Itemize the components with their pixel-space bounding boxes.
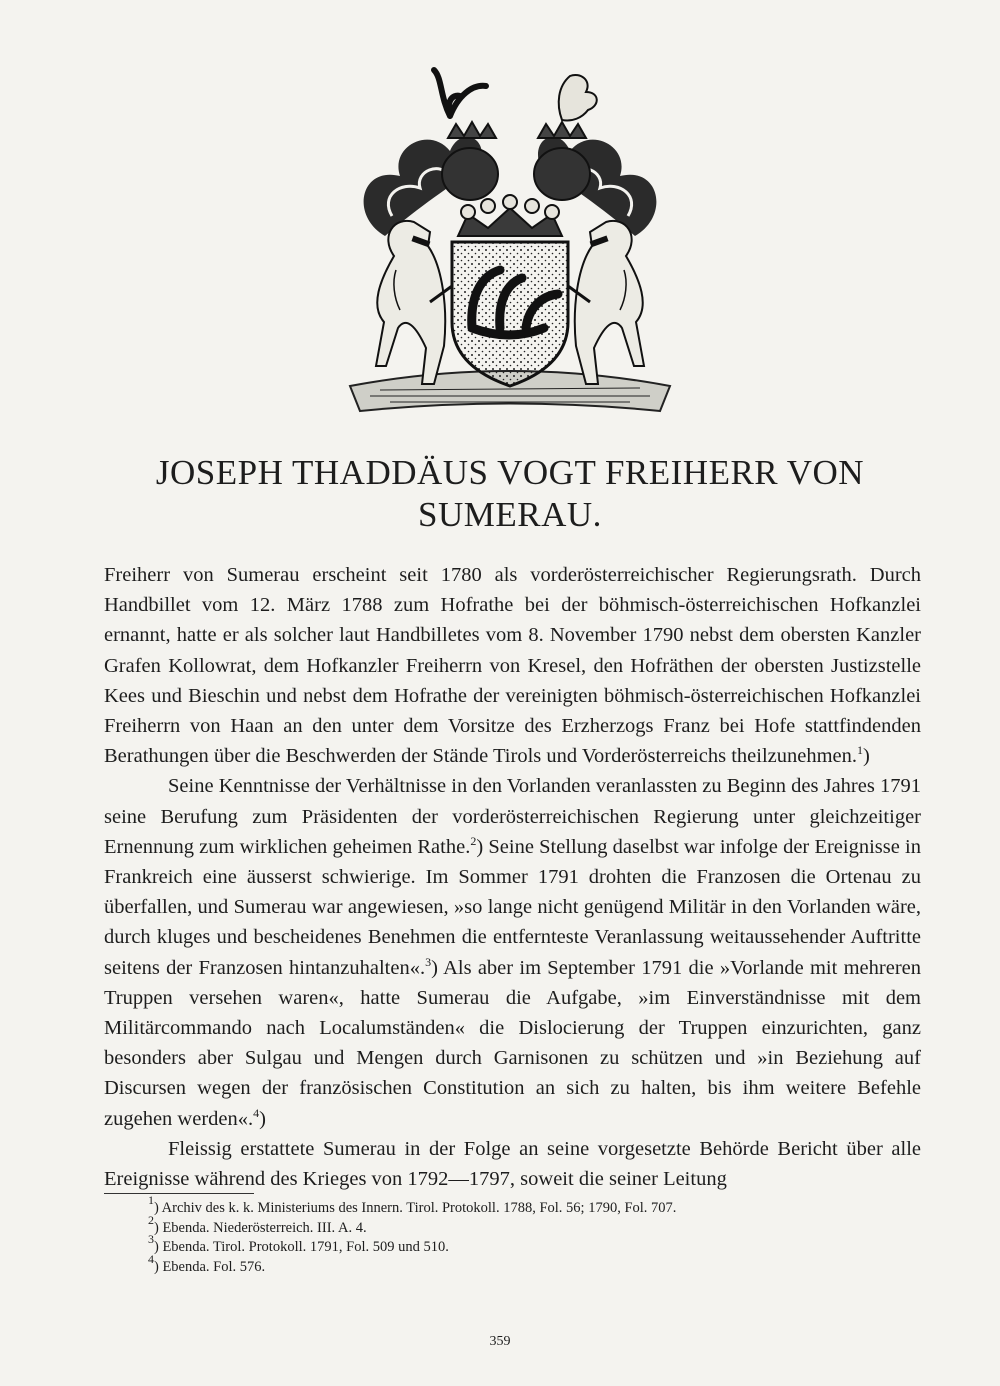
text-segment: Freiherr von Sumerau erscheint seit 1780 als vorderösterreichischer Regierungsrath. Durch Handbillet vom 12. März 1788 zum Hofrathe bei der böhmisch-österreichischen Hofkanzlei ernannt, hatte er als solcher laut Handbilletes vom 8. November 1790 nebst dem obersten Kanzler Grafen Kollowrat, dem Hofkanzler Freiherrn von Kresel, den Hofräthen der obersten Justizstelle Kees und Bieschin und nebst dem Hofrathe der vereinigten böhmisch-österreichischen Hofkanzlei Freiherrn von Haan an den unter dem Vorsitze des Erzherzogs Franz bei Hofe stattfindenden Berathungen über die Beschwerden der Stände Tirols und Vorderösterreichs theilzunehmen. [104, 564, 921, 768]
footnote-mark: 3 [425, 954, 432, 969]
footnote-text: ) Archiv des k. k. Ministeriums des Innern. Tirol. Protokoll. 1788, Fol. 56; 1790, Fol. 707. [154, 1200, 677, 1216]
footnote-divider [104, 1193, 254, 1194]
paragraph [104, 1134, 921, 1194]
footnote-text: ) Ebenda. Fol. 576. [154, 1258, 266, 1275]
footnote-mark: 1 [857, 743, 864, 758]
footnote [148, 1212, 908, 1239]
footnotes [148, 1193, 908, 1277]
footnote-mark: 4 [253, 1105, 260, 1120]
footnote-text: ) Ebenda. Niederösterreich. III. A. 4. [154, 1219, 367, 1236]
footnote-text: ) Ebenda. Tirol. Protokoll. 1791, Fol. 509 und 510. [154, 1239, 449, 1255]
footnote-mark: 4 [148, 1251, 154, 1266]
footnote [148, 1251, 908, 1278]
paragraph [104, 771, 921, 1133]
footnote-mark: 2 [470, 833, 477, 848]
body-text [104, 560, 921, 1194]
page-title: JOSEPH THADDÄUS VOGT FREIHERR VON SUMERAU. [155, 453, 865, 534]
footnote-mark: 3 [148, 1232, 154, 1246]
page-number: 359 [489, 1334, 511, 1349]
text-segment: ) [259, 1107, 266, 1130]
footnote [148, 1193, 908, 1219]
text-segment: ) Als aber im September 1791 die »Vorlande mit mehreren Truppen versehen waren«, hatte Sumerau die Aufgabe, »im Einverständnisse mit dem Militärcommando nach Localumständen« die Dislocierung der Truppen einzurichten, ganz besonders aber Sulgau und Mengen durch Garnisonen zu schützen und »in Beziehung auf Discursen wegen der französischen Constitution an sich zu halten, bis ihm weitere Befehle zugehen werden«. [104, 956, 921, 1130]
text-segment: ) Seine Stellung daselbst war infolge der Ereignisse in Frankreich eine äusserst schwierige. Im Sommer 1791 drohten die Franzosen die Ortenau zu überfallen, und Sumerau war angewiesen, »so lange nicht genügend Militär in den Vorlanden wäre, durch kluges und bescheidenes Benehmen die entfernteste Veranlassung weitaussehender Auftritte seitens der Franzosen hintanzuhalten«. [104, 835, 921, 979]
footnote-mark: 1 [148, 1193, 154, 1207]
paragraph [104, 560, 921, 771]
text-segment: Fleissig erstattete Sumerau in der Folge an seine vorgesetzte Behörde Bericht über alle Ereignisse während des Krieges von 1792—1797, soweit die seiner Leitung [104, 1137, 921, 1191]
footnote-mark: 2 [148, 1212, 154, 1227]
text-segment: ) [863, 745, 870, 768]
footnote [148, 1232, 908, 1258]
coat-of-arms-icon [330, 66, 690, 418]
text-segment: Seine Kenntnisse der Verhältnisse in den Vorlanden veranlassten zu Beginn des Jahres 1791 seine Berufung zum Präsidenten der vorderösterreichischen Regierung unter gleichzeitiger Ernennung zum wirklichen geheimen Rathe. [104, 775, 921, 858]
